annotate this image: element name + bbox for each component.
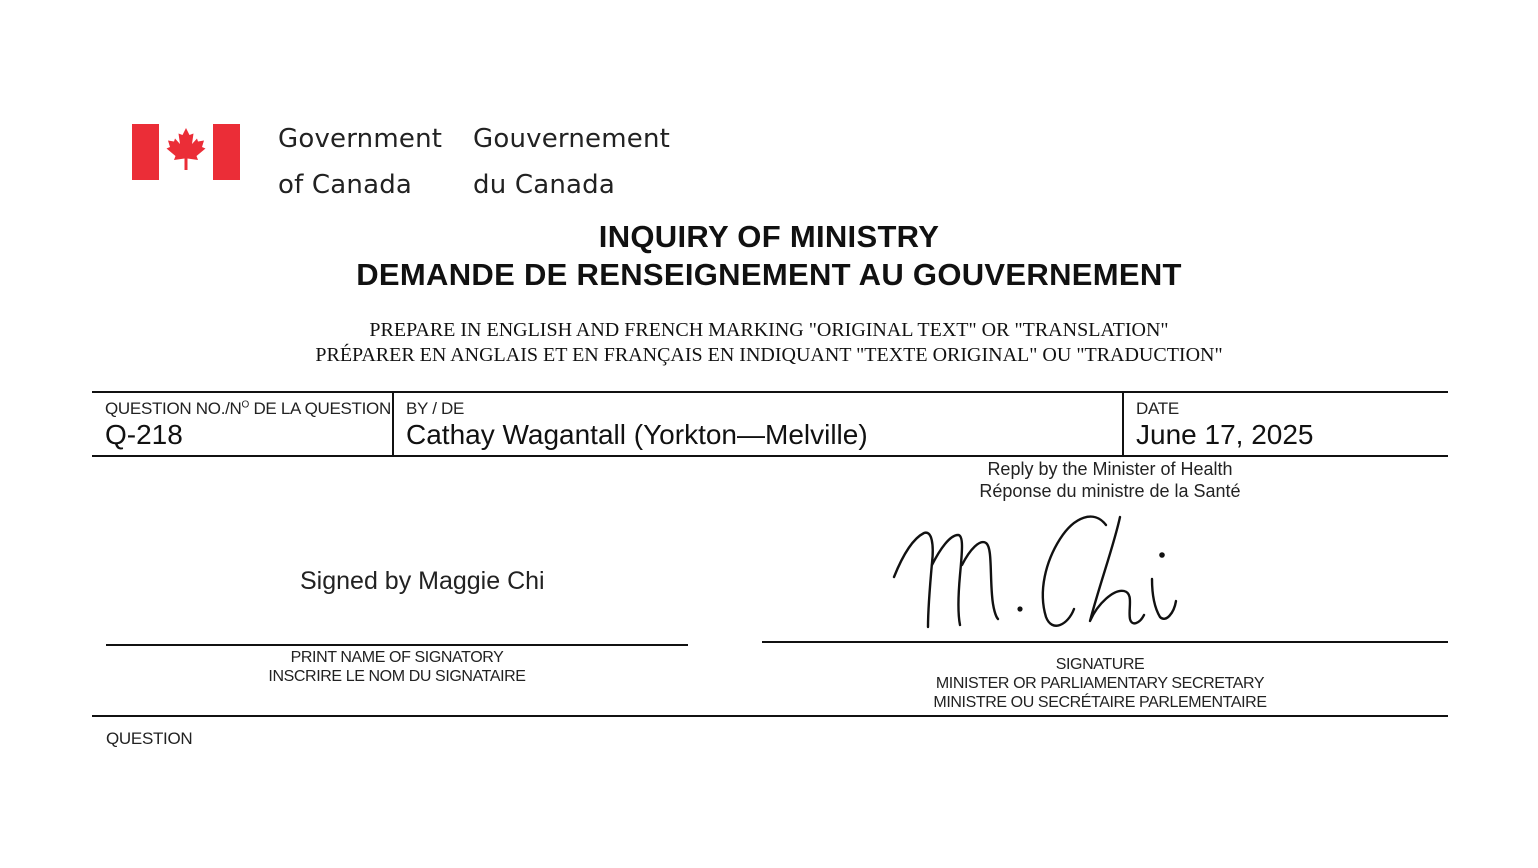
instruction-french: PRÉPARER EN ANGLAIS ET EN FRANÇAIS EN INDIQUANT "TEXTE ORIGINAL" OU "TRADUCTION" — [315, 344, 1223, 366]
section-divider — [92, 715, 1448, 717]
reply-english: Reply by the Minister of Health — [987, 459, 1233, 479]
date-value: June 17, 2025 — [1136, 419, 1314, 450]
wordmark-fr-line-1: Gouvernement — [473, 124, 671, 154]
by-label: BY / DE — [406, 399, 465, 418]
column-divider-1 — [392, 391, 394, 457]
wordmark-english — [278, 116, 442, 208]
instruction-english: PREPARE IN ENGLISH AND FRENCH MARKING "ORIGINAL TEXT" OR "TRANSLATION" — [369, 319, 1169, 341]
canada-flag-icon — [132, 124, 240, 180]
table-top-rule — [92, 391, 1448, 393]
handwritten-signature — [888, 505, 1183, 635]
wordmark-fr-line-2: du Canada — [473, 170, 615, 200]
signature-caption-en: MINISTER OR PARLIAMENTARY SECRETARY — [935, 675, 1265, 692]
print-name-line — [106, 644, 688, 646]
by-value: Cathay Wagantall (Yorkton—Melville) — [406, 419, 868, 450]
print-name-caption — [246, 648, 548, 686]
date-label: DATE — [1136, 399, 1179, 418]
table-bottom-rule — [92, 455, 1448, 457]
wordmark-french — [473, 116, 670, 208]
reply-french: Réponse du ministre de la Santé — [979, 481, 1241, 501]
wordmark-en-line-1: Government — [278, 124, 443, 154]
question-section-label: QUESTION — [106, 729, 193, 748]
print-name-caption-en: PRINT NAME OF SIGNATORY — [290, 649, 504, 666]
signature-line — [762, 641, 1448, 643]
form-title-french: DEMANDE DE RENSEIGNEMENT AU GOUVERNEMENT — [356, 257, 1182, 292]
wordmark-en-line-2: of Canada — [278, 170, 413, 200]
form-title-english: INQUIRY OF MINISTRY — [598, 219, 940, 254]
signature-caption-fr: MINISTRE OU SECRÉTAIRE PARLEMENTAIRE — [933, 694, 1267, 711]
signature-caption — [900, 655, 1300, 712]
signature-caption-title: SIGNATURE — [1055, 656, 1145, 673]
print-name-caption-fr: INSCRIRE LE NOM DU SIGNATAIRE — [268, 668, 526, 685]
column-divider-2 — [1122, 391, 1124, 457]
signatory-printed-name: Signed by Maggie Chi — [300, 567, 545, 595]
question-number-label: QUESTION $NO./N^O$ DE LA QUESTION — [105, 399, 391, 418]
question-number-value: Q-218 — [105, 419, 183, 450]
